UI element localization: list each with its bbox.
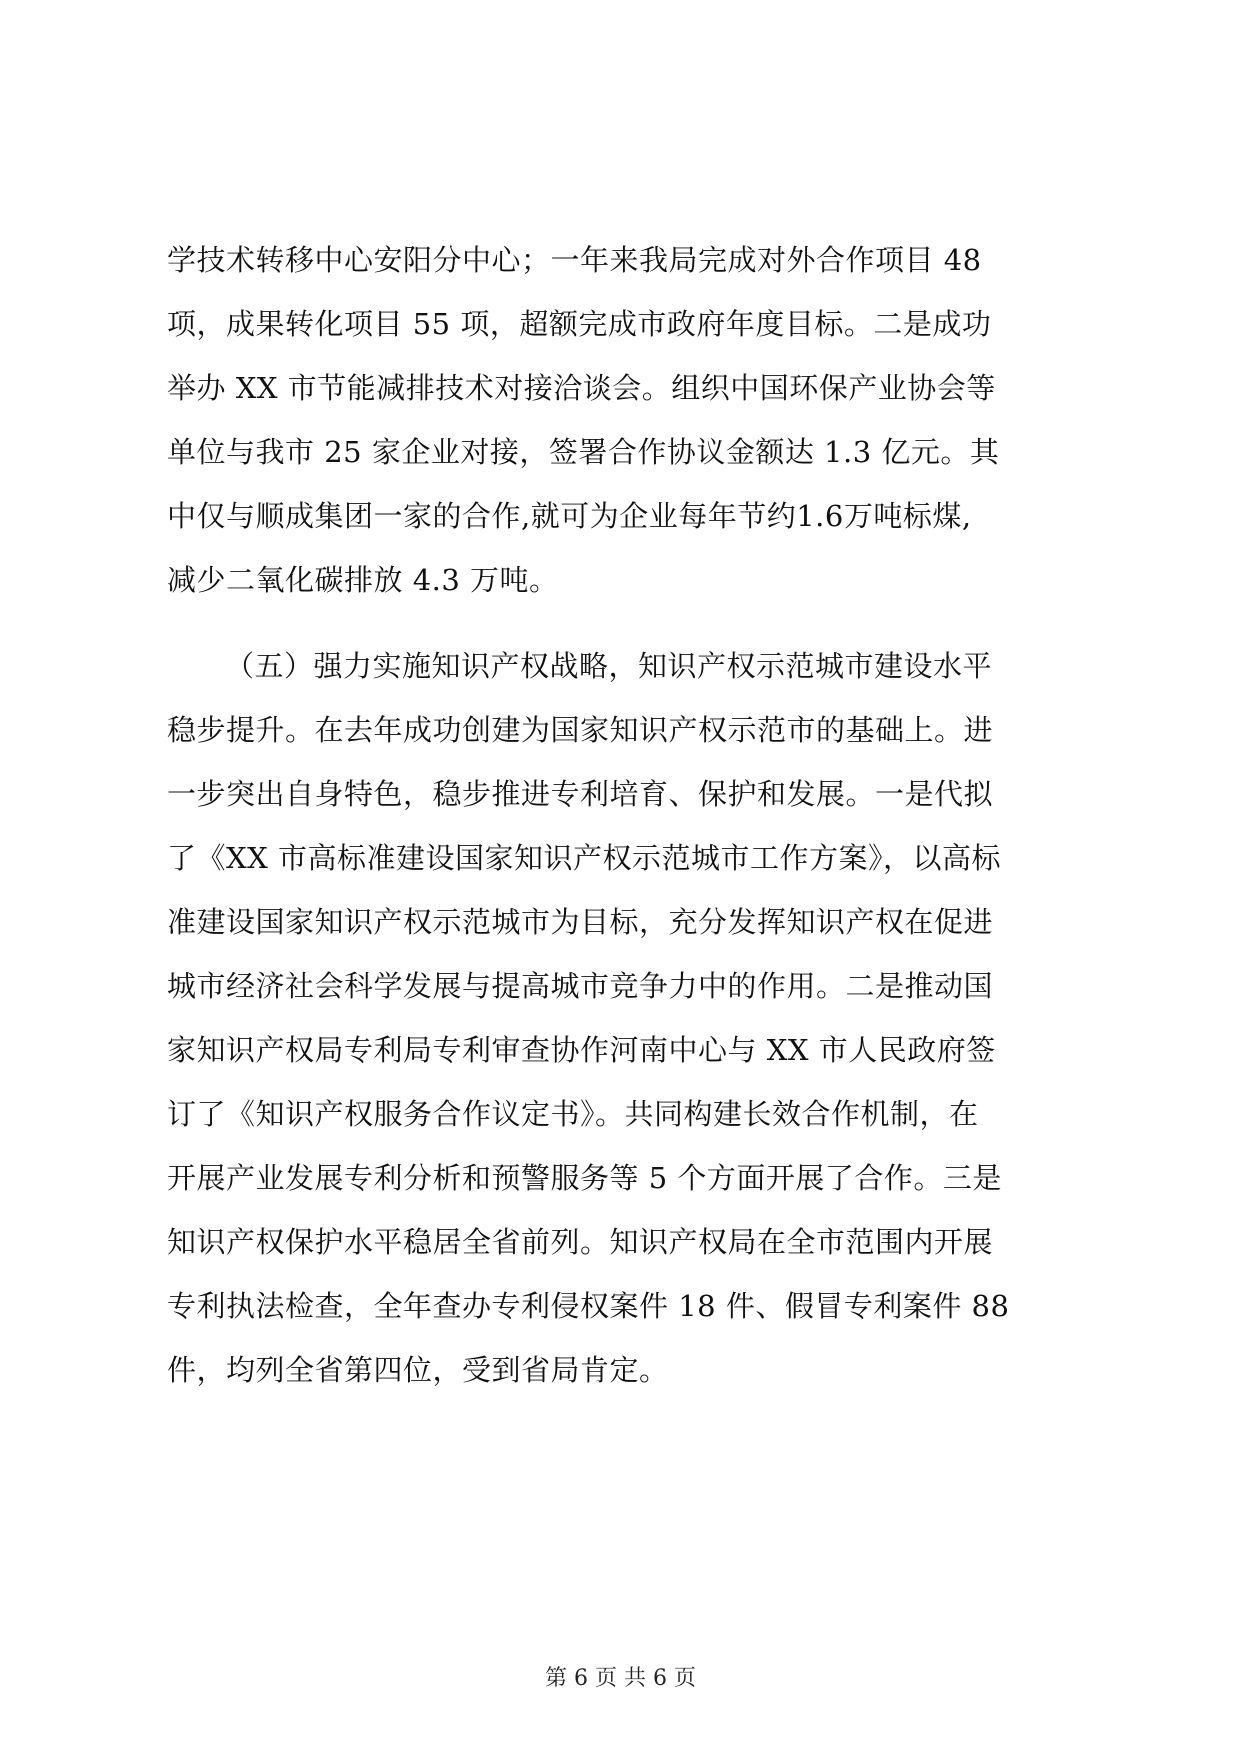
text-line: 订了《知识产权服务合作议定书》。共同构建长效合作机制，在 xyxy=(167,1097,979,1131)
text-line: 准建设国家知识产权示范城市为目标，充分发挥知识产权在促进 xyxy=(167,905,994,939)
text-line: 专利执法检查，全年查办专利侵权案件 18 件、假冒专利案件 88 xyxy=(167,1289,1010,1323)
page-number: 第 6 页 共 6 页 xyxy=(545,1666,696,1691)
paragraph-gap xyxy=(167,612,1074,634)
text-line: （五）强力实施知识产权战略，知识产权示范城市建设水平 xyxy=(225,649,993,683)
text-line: 家知识产权局专利局专利审查协作河南中心与 XX 市人民政府签 xyxy=(167,1033,996,1067)
paragraph-1 xyxy=(167,228,1074,612)
text-line: 了《XX 市高标准建设国家知识产权示范城市工作方案》，以高标 xyxy=(167,841,1002,875)
text-line: 项，成果转化项目 55 项，超额完成市政府年度目标。二是成功 xyxy=(167,307,992,341)
text-line: 单位与我市 25 家企业对接，签署合作协议金额达 1.3 亿元。其 xyxy=(167,435,1000,469)
page-footer xyxy=(0,1664,1241,1694)
body-text xyxy=(167,228,1074,1402)
text-line: 开展产业发展专利分析和预警服务等 5 个方面开展了合作。三是 xyxy=(167,1161,1002,1195)
text-line: 中仅与顺成集团一家的合作,就可为企业每年节约1.6万吨标煤, xyxy=(167,499,972,533)
text-line: 知识产权保护水平稳居全省前列。知识产权局在全市范围内开展 xyxy=(167,1225,994,1259)
text-line: 学技术转移中心安阳分中心；一年来我局完成对外合作项目 48 xyxy=(167,243,982,277)
text-line: 城市经济社会科学发展与提高城市竞争力中的作用。二是推动国 xyxy=(167,969,994,1003)
text-line: 减少二氧化碳排放 4.3 万吨。 xyxy=(167,563,559,597)
text-line: 稳步提升。在去年成功创建为国家知识产权示范市的基础上。进 xyxy=(167,713,994,747)
text-line: 件，均列全省第四位，受到省局肯定。 xyxy=(167,1353,669,1387)
text-line: 举办 XX 市节能减排技术对接洽谈会。组织中国环保产业协会等 xyxy=(167,371,996,405)
paragraph-2 xyxy=(167,634,1074,1402)
text-line: 一步突出自身特色，稳步推进专利培育、保护和发展。一是代拟 xyxy=(167,777,994,811)
